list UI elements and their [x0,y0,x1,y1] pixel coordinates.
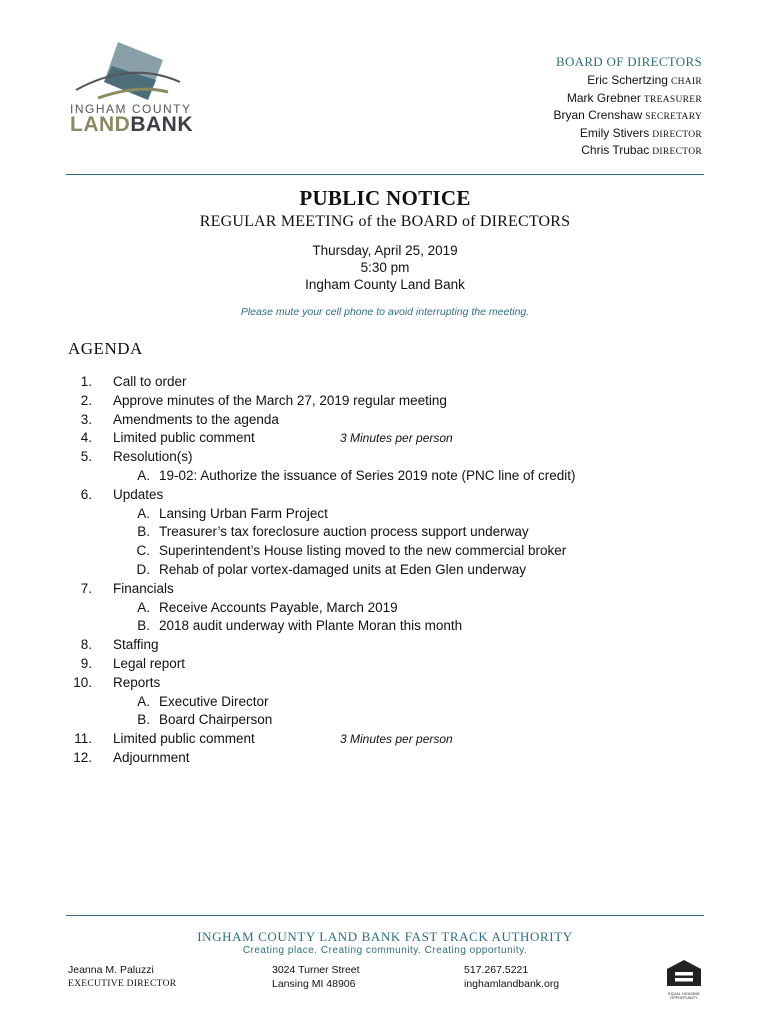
item-note: 3 Minutes per person [340,732,453,747]
item-text: Superintendent’s House listing moved to the new commercial broker [159,543,567,559]
meeting-time: 5:30 pm [360,260,410,275]
agenda-item [68,655,688,674]
item-text: Resolution(s) [113,449,193,465]
item-letter: A. [137,599,150,615]
item-number: 3. [80,411,92,427]
footer-tagline: Creating place. Creating community. Creating opportunity. [242,945,528,956]
board-member [553,143,702,161]
item-text: Limited public comment [113,731,255,747]
member-role: DIRECTOR [652,129,702,140]
agenda-subitem [68,523,688,542]
board-of-directors [553,54,702,161]
item-letter: C. [136,543,150,559]
agenda-item [68,580,688,599]
item-number: 6. [80,486,92,502]
agenda-item [68,730,688,749]
item-text: Treasurer’s tax foreclosure auction process support underway [159,524,529,540]
agenda-item [68,448,688,467]
agenda-subitem [68,599,688,618]
agenda-subitem [68,542,688,561]
item-text: 2018 audit underway with Plante Moran this month [159,618,463,634]
address-street: 3024 Turner Street [272,964,360,976]
item-letter: A. [137,505,150,521]
contact-phone[interactable]: 517.267.5221 [464,964,529,976]
logo-land: LAND [70,113,131,136]
agenda-item [68,486,688,505]
agenda-subitem [68,467,688,486]
agenda-subitem [68,617,688,636]
agenda-subitem [68,505,688,524]
item-text: Legal report [113,655,186,671]
member-name: Bryan Crenshaw [553,108,643,123]
page-subtitle: REGULAR MEETING of the BOARD of DIRECTORS [199,213,571,230]
address-city: Lansing MI 48906 [272,977,356,990]
item-number: 1. [80,374,92,389]
item-letter: D. [136,561,150,577]
agenda-subitem [68,693,688,712]
agenda-item [68,429,688,448]
item-letter: B. [137,712,150,728]
item-text: Receive Accounts Payable, March 2019 [159,599,398,615]
item-text: Approve minutes of the March 27, 2019 regular meeting [113,392,447,408]
agenda-item [68,373,688,392]
page-title: PUBLIC NOTICE [299,186,471,210]
item-text: 19-02: Authorize the issuance of Series 2019 note (PNC line of credit) [159,467,576,483]
director-role: EXECUTIVE DIRECTOR [68,978,177,989]
agenda-item [68,411,688,430]
item-letter: A. [137,467,150,483]
footer-address [272,964,360,991]
item-text: Amendments to the agenda [113,411,279,427]
item-number: 9. [80,655,92,671]
member-name: Emily Stivers [579,125,650,140]
agenda-subitem [68,561,688,580]
agenda-item [68,749,688,768]
footer-director [68,964,176,991]
director-name: Jeanna M. Paluzzi [68,964,154,976]
item-letter: A. [137,693,150,709]
item-note: 3 Minutes per person [340,431,453,446]
member-name: Eric Schertzing [587,73,668,87]
item-text: Call to order [113,374,187,389]
agenda-item [68,674,688,693]
item-text: Rehab of polar vortex-damaged units at Eden Glen underway [159,561,526,577]
member-role: TREASURER [643,94,702,105]
item-text: Board Chairperson [159,712,273,728]
agenda-heading: AGENDA [68,339,143,358]
eho-label: EQUAL HOUSING OPPORTUNITY [668,992,700,1000]
item-text: Financials [113,580,174,596]
item-number: 4. [80,430,92,446]
item-letter: B. [137,524,150,540]
logo-text-county: INGHAM COUNTY [70,102,192,116]
board-member [553,91,702,109]
item-text: Executive Director [159,693,269,709]
member-role: CHAIR [670,77,702,87]
footer-divider [66,915,704,916]
agenda-item [68,636,688,655]
logo-text-landbank [70,113,193,137]
member-role: DIRECTOR [652,147,702,158]
item-number: 5. [80,449,92,465]
meeting-date: Thursday, April 25, 2019 [312,243,458,258]
item-letter: B. [137,618,150,634]
agenda-list [68,373,688,768]
contact-website[interactable]: inghamlandbank.org [464,977,560,990]
item-text: Lansing Urban Farm Project [159,505,328,521]
item-text: Limited public comment [113,430,255,446]
meeting-info [0,242,770,293]
board-member [553,126,702,144]
footer-title: INGHAM COUNTY LAND BANK FAST TRACK AUTHORITY [197,929,573,944]
item-number: 8. [80,637,92,653]
meeting-location: Ingham County Land Bank [305,277,465,292]
item-text: Updates [113,486,164,502]
item-number: 7. [80,580,92,596]
item-number: 11. [74,731,92,747]
item-text: Adjournment [113,749,190,765]
agenda-subitem [68,711,688,730]
item-text: Reports [113,674,161,690]
item-number: 10. [73,674,92,690]
member-name: Mark Grebner [566,90,641,105]
board-member [553,73,702,91]
header-divider [66,174,704,175]
member-name: Chris Trubac [581,143,650,158]
footer-contact [464,964,559,991]
item-number: 12. [73,749,92,765]
house-icon [664,959,704,987]
member-role: SECRETARY [645,112,702,123]
equal-housing-opportunity-icon [664,959,704,1000]
item-number: 2. [80,392,92,408]
agenda-item [68,392,688,411]
board-title: BOARD OF DIRECTORS [555,54,702,69]
mute-notice: Please mute your cell phone to avoid interrupting the meeting. [240,306,530,318]
item-text: Staffing [113,637,159,653]
board-member [553,108,702,126]
logo-bank: BANK [130,113,193,136]
